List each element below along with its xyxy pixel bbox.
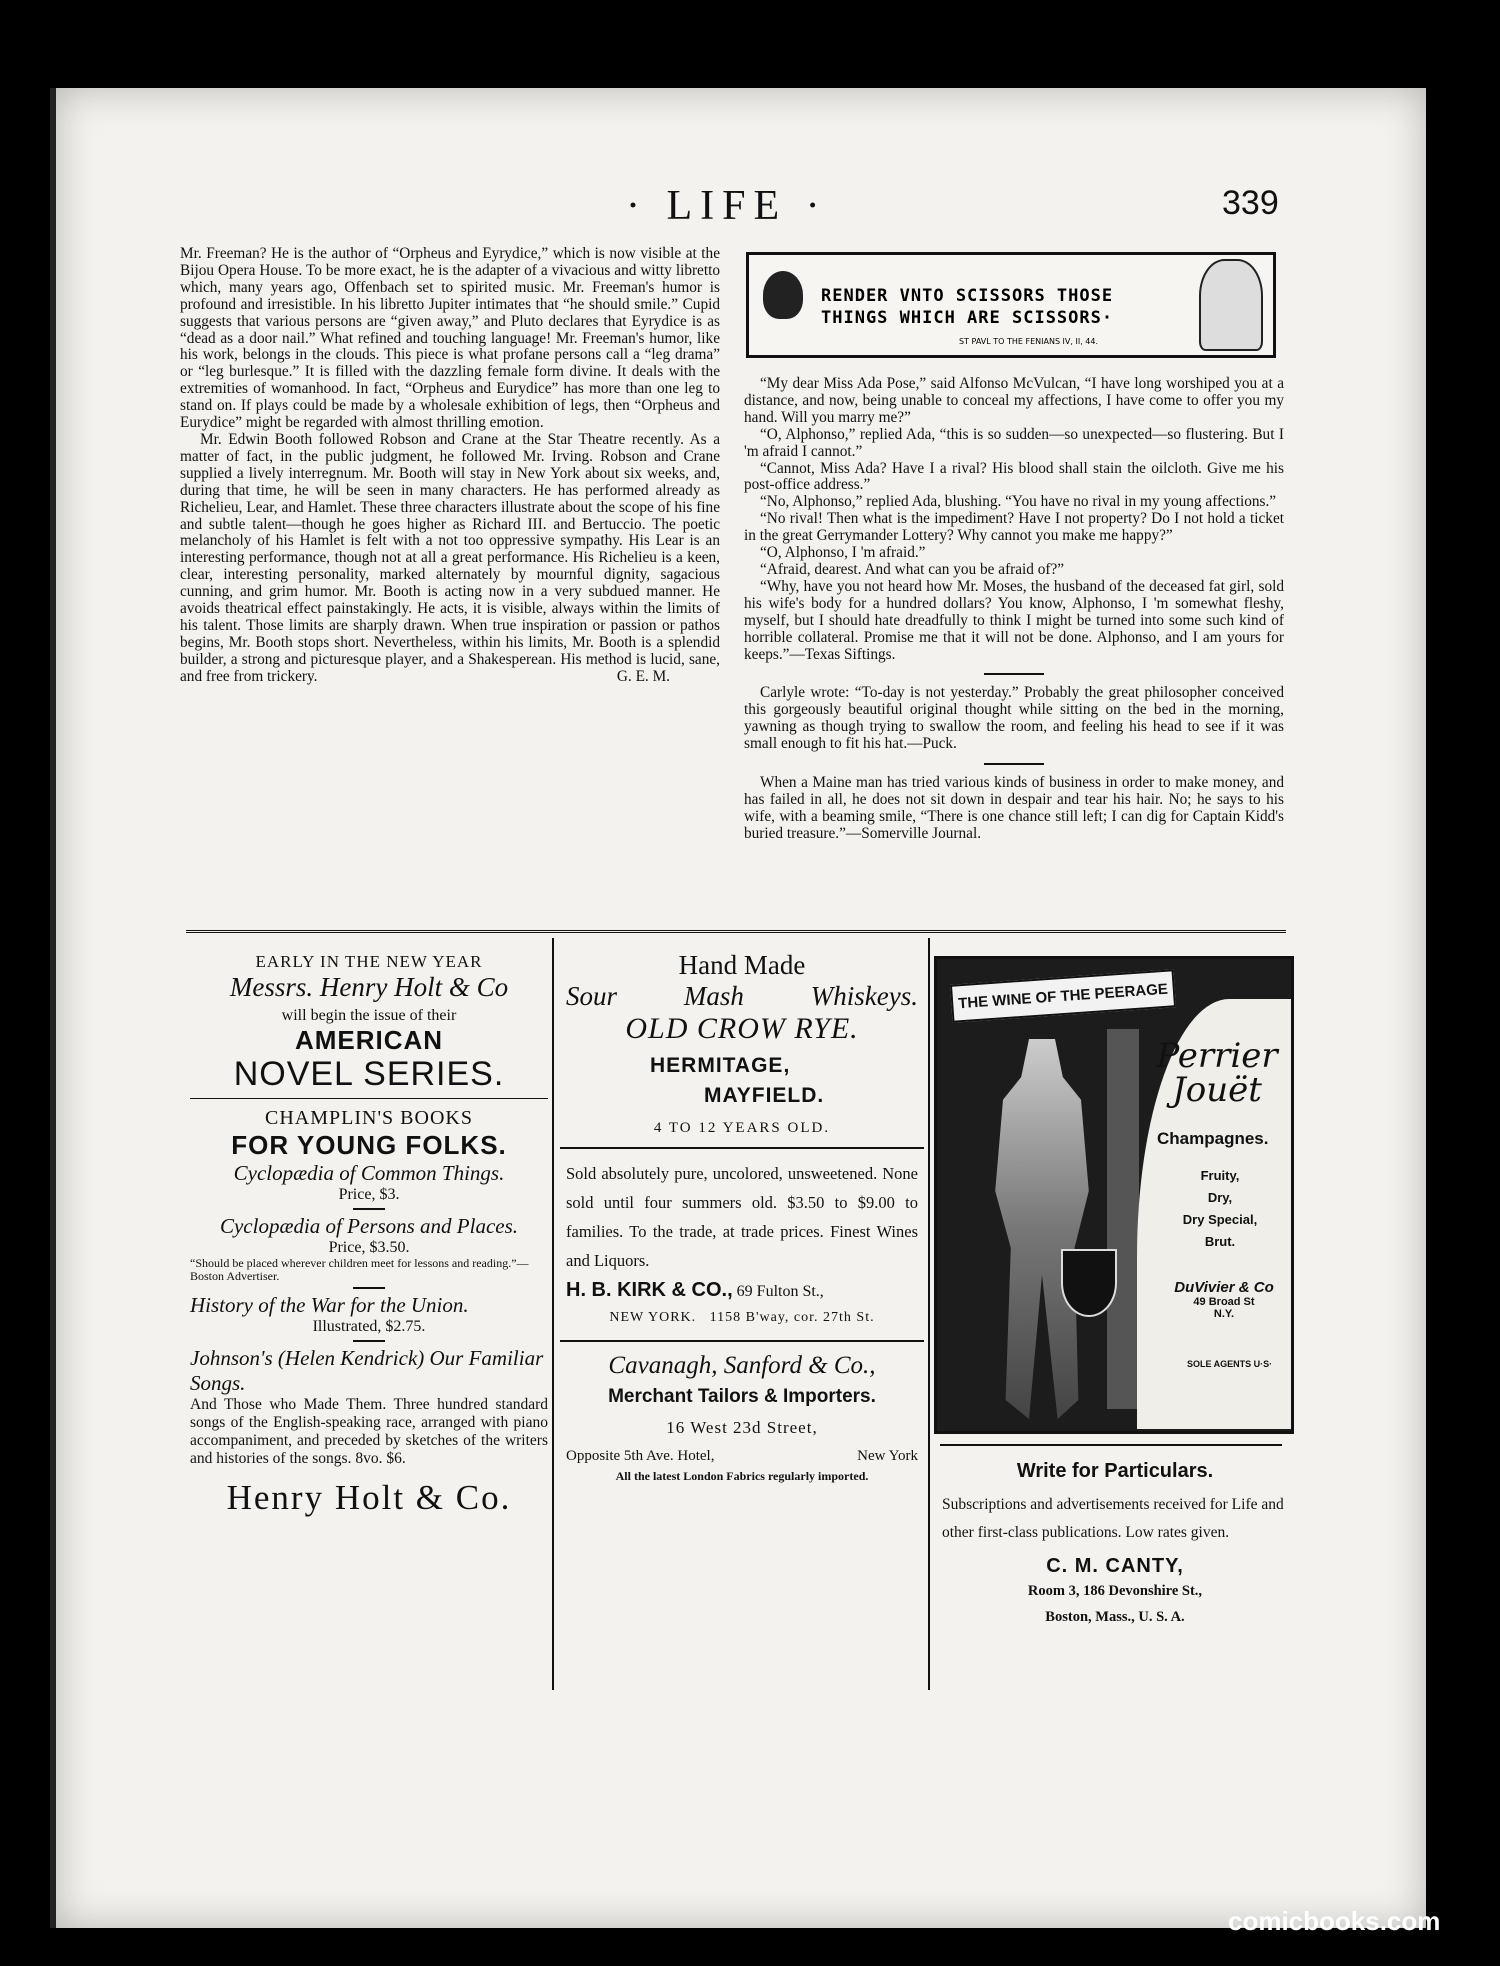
column-rule [552,938,554,1690]
site-watermark: comicbooks.com [1228,1906,1441,1936]
tailor-name: Cavanagh, Sanford & Co., [608,1352,876,1379]
section-divider [186,930,1286,933]
ad-body: Sold absolutely pure, uncolored, unsweetened. None sold until four summers old. $3.50 to $9.00 to families. To the trade, at trade prices. Finest Wines and Liquors. [566,1164,918,1270]
merchant-line: H. B. KIRK & CO., 69 Fulton St., [566,1279,824,1301]
brand-name: Perrier Jouët [1156,1036,1278,1110]
tailor-location: Opposite 5th Ave. Hotel, New York [566,1448,918,1464]
tailor-address: 16 West 23d Street, [666,1418,818,1437]
divider [190,1098,548,1099]
product-type: Champagnes. [1157,1129,1269,1148]
book-title: Cyclopædia of Common Things. [233,1161,505,1185]
holt-advertisement [190,952,548,1518]
article-paragraph: Mr. Edwin Booth followed Robson and Crane at the Star Theatre recently. As a matter of fact, in the public judgment, he followed Mr. Irving. Robson and Crane supplied a lively interregnum. Mr. Booth will stay in New York about six weeks, and, during that time, he will be seen in many characters. He has performed already as Richelieu, Lear, and Hamlet. These three characters illustrate about the scope of his fine and subtle talent—though he goes higher as Richard III. and Bertuccio. The poetic melancholy of his Hamlet is felt with a not too oppressive sympathy. His Lear is an interesting performance, though not at all a great performance. His Richelieu is a keen, clear, interesting personality, marked alternately by mournful dignity, sagacious cunning, and grim humor. Mr. Booth is acting now in a very subdued manner. He avoids theatrical effect painstakingly. He acts, it is visible, always within the limits of his talent. Those limits are sharply drawn. When true inspiration or passion or pathos begins, Mr. Booth stops short. Nevertheless, within his limits, Mr. Booth is a splendid builder, a strong and picturesque player, and a Shakesperean. His method is lucid, sane, and free from trickery. [180,430,720,685]
story-line: “Cannot, Miss Ada? Have I a rival? His blood shall stain the oilcloth. Give me his post-office address.” [744,459,1284,494]
ad-line: EARLY IN THE NEW YEAR [255,952,483,971]
ad-heading: Write for Particulars. [1016,1460,1214,1482]
story-line: “Afraid, dearest. And what can you be afraid of?” [760,560,1065,578]
tailor-trade: Merchant Tailors & Importers. [608,1386,876,1407]
story-line: “No rival! Then what is the impediment? Have I not property? Do I not hold a ticket in the great Gerrymander Lottery? Why cannot you make me happy?” [744,510,1284,545]
left-article-column [180,246,720,685]
merchant-address: NEW YORK. 1158 B'way, cor. 27th St. [609,1310,875,1325]
tailor-note: All the latest London Fabrics regularly imported. [615,1469,869,1483]
page-number: 339 [1222,184,1279,222]
ornament-icon [763,271,803,319]
book-quote: “Should be placed wherever children meet for lessons and reading.”—Boston Advertiser. [190,1256,529,1283]
series-title: NOVEL SERIES. [233,1055,505,1093]
right-article-column [744,376,1284,843]
divider [984,763,1044,765]
pillar-illustration [1107,1029,1139,1409]
product-name: MAYFIELD. [704,1084,825,1107]
divider [984,673,1044,675]
article-paragraph: Mr. Freeman? He is the author of “Orpheus and Eyrydice,” which is now visible at the Bijou Opera House. To be more exact, he is the adapter of a vivacious and witty libretto which, many years ago, Offenbach set to spirited music. Mr. Freeman's humor is profound and irresistible. In his libretto Jupiter intimates that “he should smile.” Cupid suggests that various persons are “given away,” and Pluto declares that Eyrydice is as “dead as a door nail.” What refined and touching language! Mr. Freeman's humor, like his work, belongs in the clouds. This piece is what profane persons call a “leg drama” or “leg burlesque.” It is filled with the dazzling female form divine. It deals with the extremities of womanhood. In fact, “Orpheus and Eurydice” has more than one leg to stand on. If plays could be made by a wholesale exhibition of legs, then “Orpheus and Eurydice” might be regarded with almost thrilling emotion. [180,245,720,432]
article-signature: G. E. M. [616,667,670,685]
banner-heading: RENDER VNTO SCISSORS THOSE THINGS WHICH ARE SCISSORS· [821,286,1114,328]
sole-agents-label: SOLE AGENTS U·S· [1187,1359,1273,1369]
product-name: OLD CROW RYE. [625,1012,859,1045]
publisher-name: Messrs. Henry Holt & Co [229,972,509,1002]
book-title: History of the War for the Union. [190,1293,469,1317]
ribbon-banner: THE WINE OF THE PEERAGE [950,969,1176,1023]
agent-info: DuVivier & Co 49 Broad St N.Y. [1174,1279,1274,1320]
divider [560,1147,924,1149]
book-description: And Those who Made Them. Three hundred standard songs of the English-speaking race, arranged with piano accompaniment, and preceded by sketches of the writers and histories of the songs. 8vo. $6. [190,1396,548,1467]
ad-heading: FOR YOUNG FOLKS. [231,1130,507,1160]
book-title: Cyclopædia of Persons and Places. [219,1214,519,1238]
divider [940,1444,1282,1446]
agent-city: Boston, Mass., U. S. A. [1045,1609,1185,1625]
divider [353,1287,385,1289]
kirk-advertisement [560,950,924,1484]
product-age: 4 TO 12 YEARS OLD. [653,1120,831,1136]
story-line: “O, Alphonso, I 'm afraid.” [760,544,926,562]
scissors-banner [746,252,1276,358]
magazine-title: · LIFE · [626,183,828,229]
agent-address: Room 3, 186 Devonshire St., [1027,1583,1203,1599]
column-rule [928,938,930,1690]
canty-advertisement [940,1460,1290,1630]
book-title: Johnson's (Helen Kendrick) Our Familiar Songs. [190,1346,544,1395]
banner-citation: ST PAVL TO THE FENIANS IV, II, 44. [959,337,1099,346]
series-title: AMERICAN [294,1025,444,1055]
agent-name: C. M. CANTY, [1046,1555,1184,1577]
shield-icon [1061,1249,1117,1317]
maine-item: When a Maine man has tried various kinds of business in order to make money, and has failed in all, he does not sit down in despair and tear his hair. No; he says to his wife, with a beaming smile, “There is one chance still left; I can dig for Captain Kidd's buried treasure.”—Somerville Journal. [744,774,1284,842]
book-price: Price, $3.50. [328,1239,410,1256]
story-line: “O, Alphonso,” replied Ada, “this is so sudden—so unexpected—so flustering. But I 'm afraid I cannot.” [744,425,1284,460]
story-line: “My dear Miss Ada Pose,” said Alfonso McVulcan, “I have long worshiped you at a distance, and now, being unable to conceal my affections, I have come to offer you my hand. Will you marry me?” [744,375,1284,426]
ad-heading: Hand Made [678,950,806,980]
product-name: HERMITAGE, [650,1054,791,1077]
book-price: Price, $3. [338,1186,400,1203]
publisher-footer: Henry Holt & Co. [226,1478,512,1517]
story-line: “No, Alphonso,” replied Ada, blushing. “You have no rival in my young affections.” [760,493,1277,511]
knight-illustration [977,1039,1107,1419]
divider [560,1340,924,1342]
ad-body: Subscriptions and advertisements received for Life and other first-class publications. Low rates given. [942,1496,1284,1541]
ad-line: CHAMPLIN'S BOOKS [265,1107,473,1129]
portrait-illustration [1199,259,1263,351]
book-price: Illustrated, $2.75. [312,1318,426,1335]
carlyle-item: Carlyle wrote: “To-day is not yesterday.” Probably the great philosopher conceived this gorgeously beautiful original thought while sitting on the bed in the morning, yawning as though trying to swallow the room, and feeling his head to see if it was small enough to fit his hat.—Puck. [744,684,1284,753]
perrier-jouet-advertisement [934,956,1294,1434]
wine-types: Fruity, Dry, Dry Special, Brut. [1182,1168,1258,1249]
story-line: “Why, have you not heard how Mr. Moses, the husband of the deceased fat girl, sold his wife's body for a hundred dollars? You know, Alphonso, I 'm somewhat fleshy, myself, but I should hate dreadfully to think I might be turned into some such kind of horrible collateral. Promise me that it will not be done. Alphonso, and I am yours for keeps.”—Texas Siftings. [744,577,1284,663]
divider [353,1208,385,1210]
ad-line: will begin the issue of their [281,1007,457,1024]
ad-heading: Sour Mash Whiskeys. [566,981,918,1011]
divider [353,1340,385,1342]
